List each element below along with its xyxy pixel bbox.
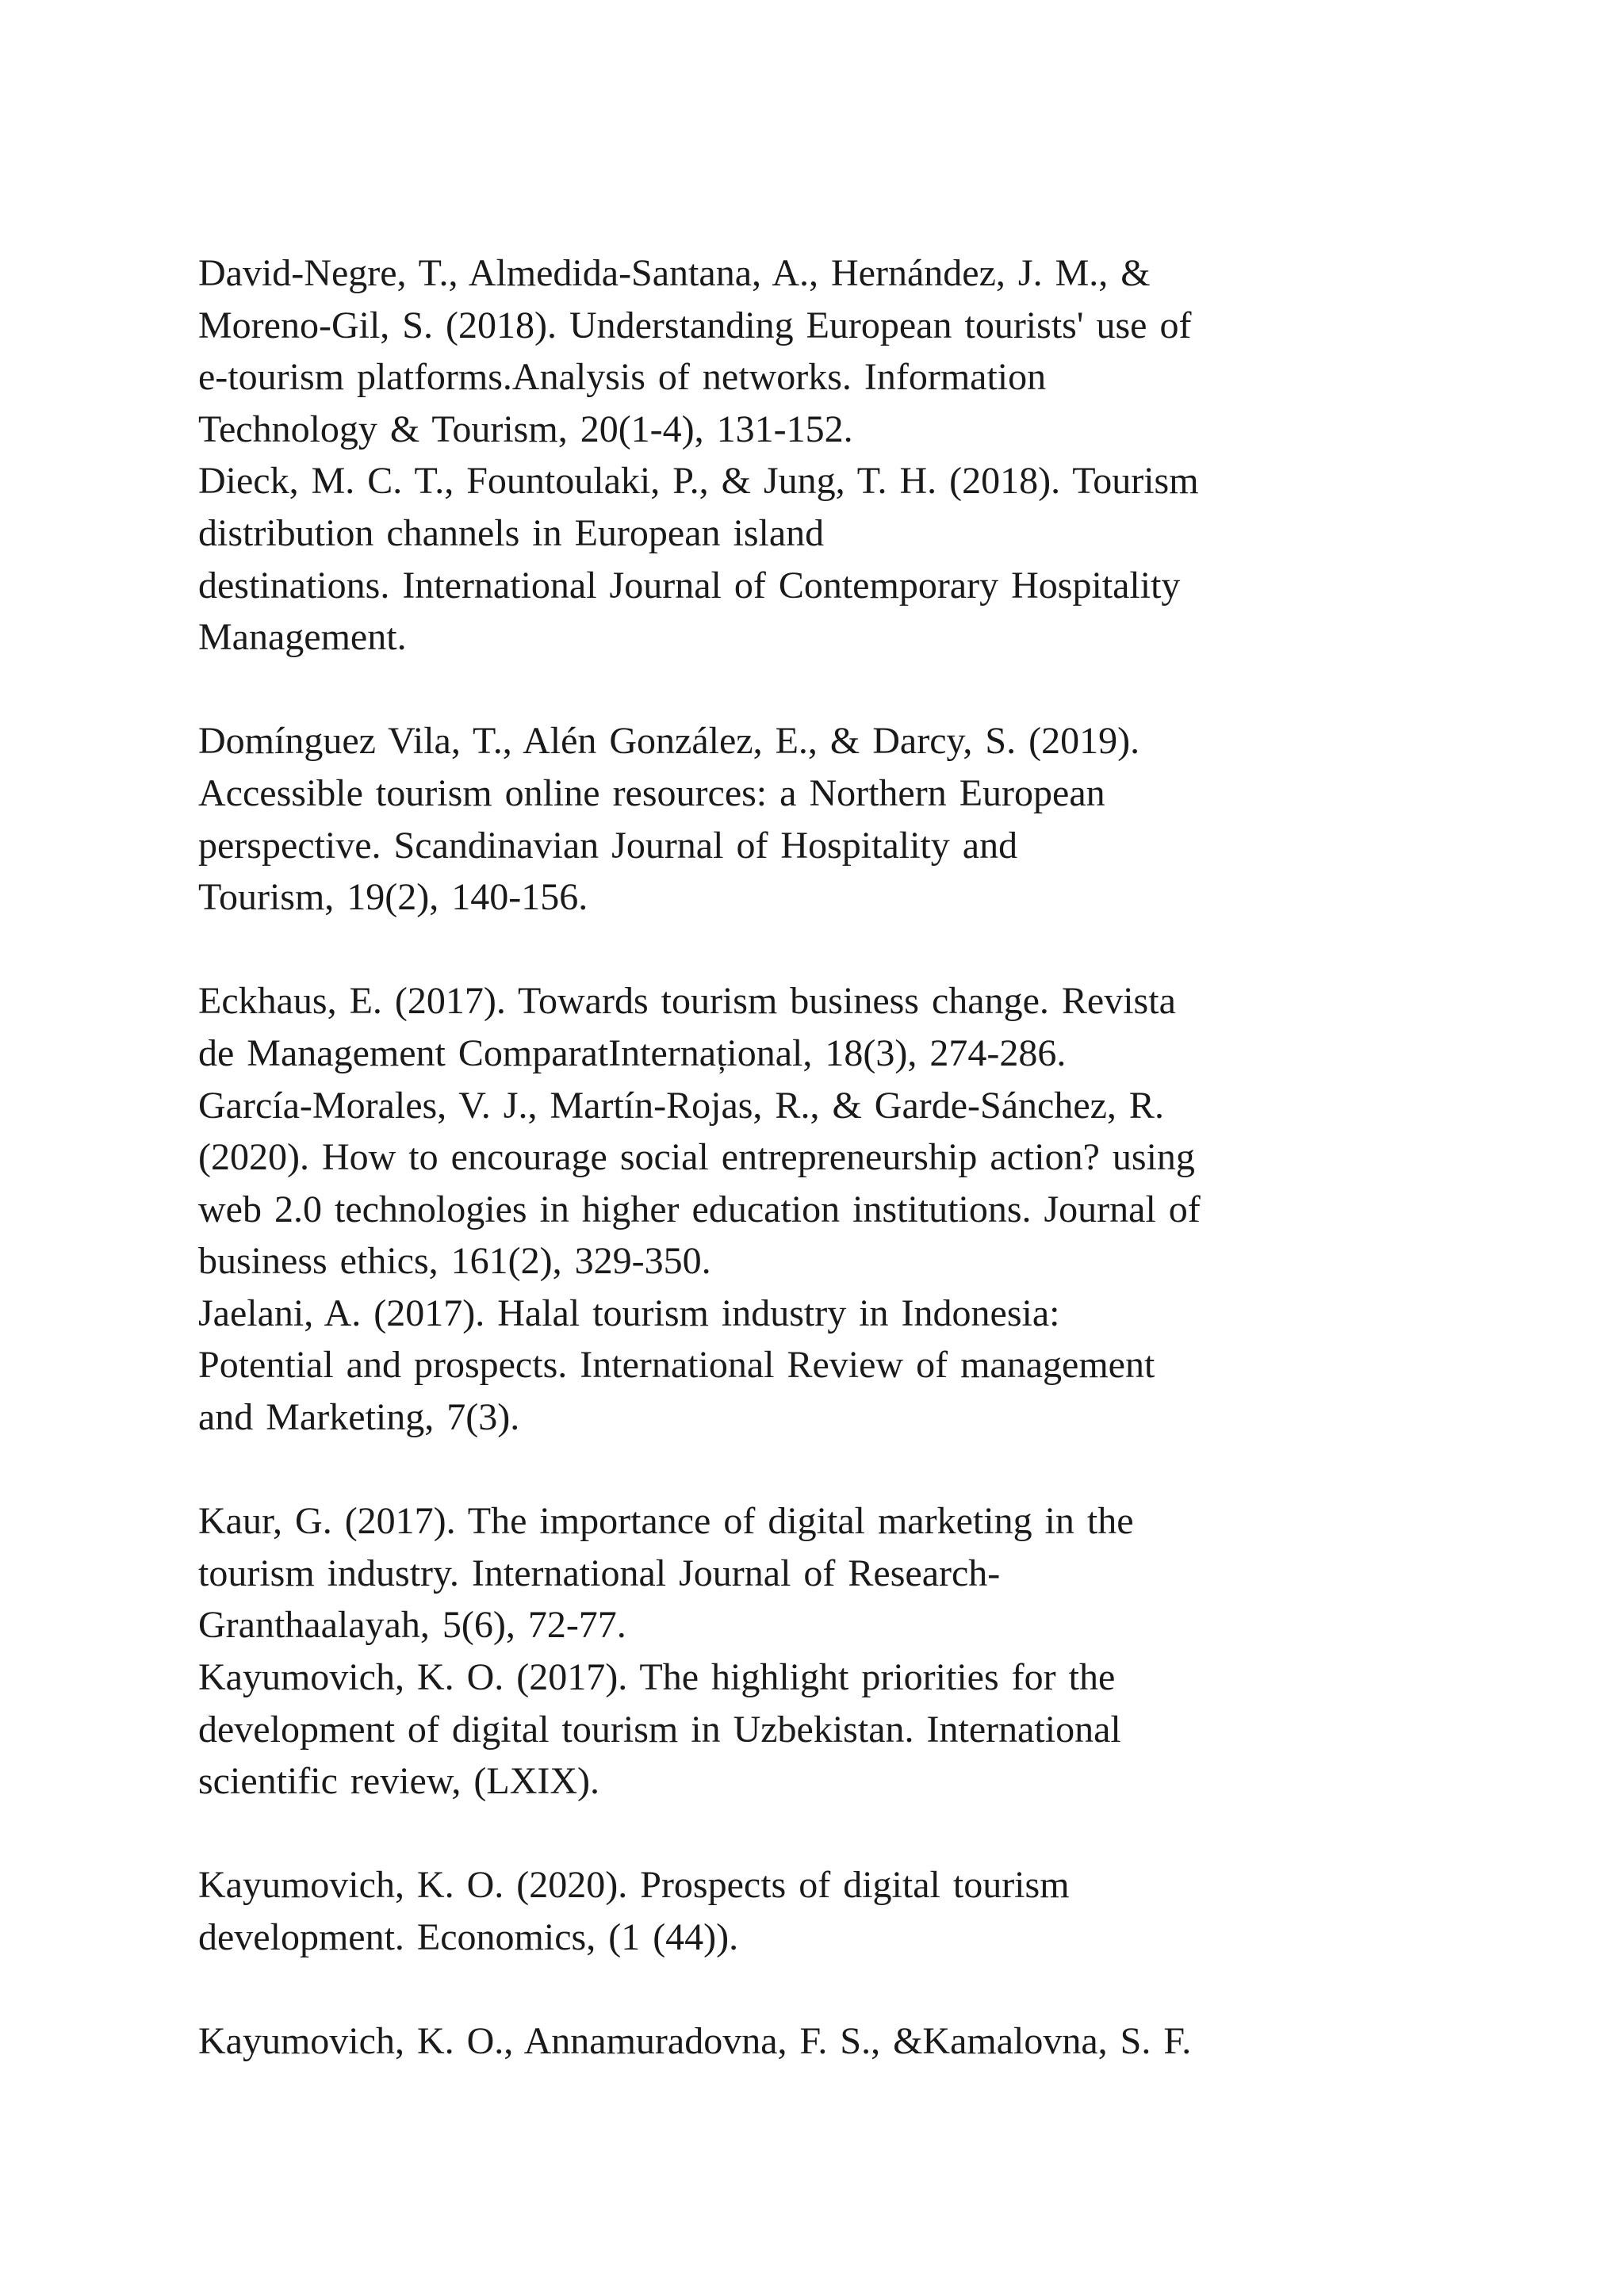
reference-line: Jaelani, A. (2017). Halal tourism industry in Indonesia: <box>198 1292 1060 1334</box>
reference-entry <box>198 1495 1515 1651</box>
reference-line: de Management ComparatInternațional, 18(3), 274-286. <box>198 1031 1067 1074</box>
reference-line: Dieck, M. C. T., Fountoulaki, P., & Jung, T. H. (2018). Tourism <box>198 460 1199 503</box>
reference-entry <box>198 2015 1515 2068</box>
reference-line: Technology & Tourism, 20(1-4), 131-152. <box>198 408 853 450</box>
paragraph-gap <box>198 664 1515 716</box>
reference-line: Potential and prospects. International Review of management <box>198 1344 1155 1387</box>
paragraph-gap <box>198 924 1515 976</box>
reference-entry <box>198 975 1515 1079</box>
reference-entry <box>198 247 1515 455</box>
reference-line: distribution channels in European island <box>198 511 825 554</box>
reference-line: García-Morales, V. J., Martín-Rojas, R., & Garde-Sánchez, R. <box>198 1084 1164 1127</box>
reference-line: Kayumovich, K. O., Annamuradovna, F. S., &Kamalovna, S. F. <box>198 2020 1192 2063</box>
paragraph-gap <box>198 1964 1515 2016</box>
reference-entry <box>198 715 1515 923</box>
reference-line: Kaur, G. (2017). The importance of digital marketing in the <box>198 1500 1134 1543</box>
reference-entry <box>198 1080 1515 1288</box>
reference-line: tourism industry. International Journal of Research- <box>198 1552 1001 1594</box>
reference-line: destinations. International Journal of Contemporary Hospitality <box>198 564 1181 607</box>
reference-line: Tourism, 19(2), 140-156. <box>198 876 588 919</box>
reference-line: Management. <box>198 616 407 659</box>
reference-line: Eckhaus, E. (2017). Towards tourism business change. Revista <box>198 980 1176 1023</box>
reference-line: scientific review, (LXIX). <box>198 1760 599 1803</box>
reference-entry <box>198 1651 1515 1808</box>
reference-line: development of digital tourism in Uzbekistan. International <box>198 1708 1121 1751</box>
paragraph-gap <box>198 1808 1515 1860</box>
reference-line: Domínguez Vila, T., Alén González, E., & Darcy, S. (2019). <box>198 720 1140 763</box>
reference-entry <box>198 1859 1515 1963</box>
reference-entry <box>198 1288 1515 1444</box>
reference-line: perspective. Scandinavian Journal of Hospitality and <box>198 824 1018 867</box>
reference-line: Moreno-Gil, S. (2018). Understanding European tourists' use of <box>198 304 1192 346</box>
reference-line: Accessible tourism online resources: a Northern European <box>198 771 1105 814</box>
reference-line: e-tourism platforms.Analysis of networks. Information <box>198 356 1047 399</box>
reference-line: Kayumovich, K. O. (2017). The highlight priorities for the <box>198 1656 1116 1699</box>
reference-line: and Marketing, 7(3). <box>198 1396 520 1439</box>
reference-line: web 2.0 technologies in higher education institutions. Journal of <box>198 1188 1201 1230</box>
reference-line: Granthaalayah, 5(6), 72-77. <box>198 1604 626 1647</box>
reference-line: development. Economics, (1 (44)). <box>198 1916 739 1958</box>
reference-line: David-Negre, T., Almedida-Santana, A., Hernández, J. M., & <box>198 252 1151 294</box>
paragraph-gap <box>198 1444 1515 1496</box>
reference-line: business ethics, 161(2), 329-350. <box>198 1240 711 1283</box>
reference-entry <box>198 455 1515 663</box>
reference-list <box>198 247 1515 2068</box>
reference-line: Kayumovich, K. O. (2020). Prospects of digital tourism <box>198 1864 1070 1907</box>
reference-line: (2020). How to encourage social entrepreneurship action? using <box>198 1136 1195 1179</box>
